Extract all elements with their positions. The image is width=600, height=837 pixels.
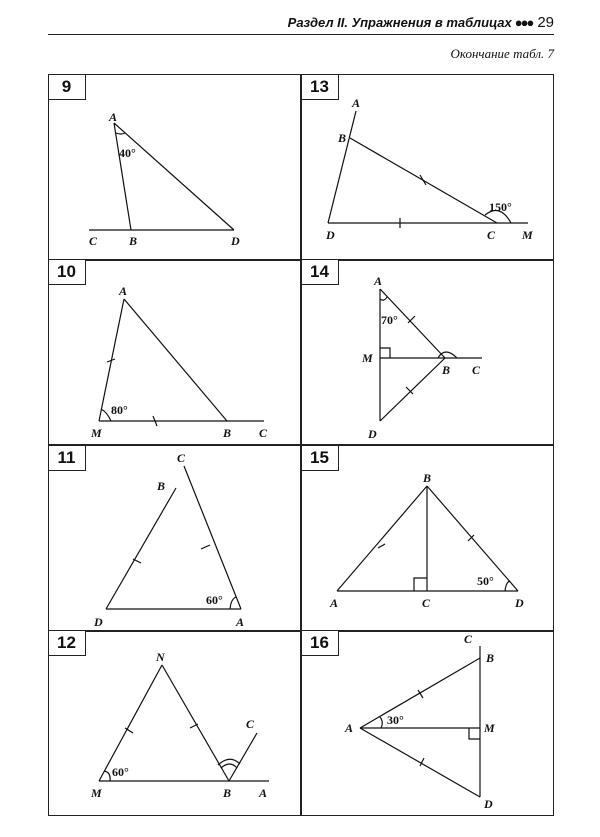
angle-label: 60°	[112, 764, 129, 779]
figure-16	[302, 632, 555, 818]
figure-15	[302, 446, 555, 632]
figure-12	[49, 632, 302, 818]
exercise-number: 9	[48, 74, 86, 100]
label-m: M	[362, 350, 373, 365]
label-b: B	[223, 785, 232, 800]
label-c: C	[464, 631, 473, 646]
exercise-cell-13	[301, 74, 554, 260]
label-m: M	[91, 785, 102, 800]
angle-arc	[380, 717, 382, 728]
page-number: 29	[537, 14, 554, 31]
label-a: A	[352, 96, 361, 110]
segment-ab	[114, 123, 131, 230]
angle-arc	[116, 133, 125, 134]
exercise-cell-15	[301, 445, 554, 631]
label-b: B	[486, 650, 495, 665]
exercise-number: 16	[301, 630, 339, 656]
segment-db	[106, 488, 176, 609]
figure-14	[302, 261, 555, 447]
label-b: B	[442, 362, 451, 377]
tick-mark	[201, 545, 210, 549]
figure-9	[49, 75, 302, 261]
segment-ab	[124, 299, 227, 421]
label-a: A	[330, 596, 339, 610]
exercise-cell-14	[301, 260, 554, 446]
label-c: C	[246, 716, 255, 731]
label-d: D	[484, 796, 493, 811]
label-a: A	[345, 720, 354, 735]
label-c: C	[472, 362, 481, 377]
label-d: D	[368, 426, 377, 441]
exercise-number: 12	[48, 630, 86, 656]
label-m: M	[522, 228, 533, 242]
page-header	[48, 8, 554, 35]
exercise-cell-10	[48, 260, 301, 446]
exercise-cell-9	[48, 74, 301, 260]
angle-arc	[505, 581, 510, 591]
segment-ad	[114, 123, 234, 230]
segment-mn	[99, 665, 162, 781]
angle-label: 80°	[111, 402, 128, 417]
label-m: M	[484, 720, 495, 735]
dots-ornament: ●●●	[514, 15, 533, 30]
angle-arc	[104, 771, 110, 781]
segment-bd	[427, 486, 518, 591]
ray-ca	[184, 466, 241, 609]
angle-label: 30°	[387, 712, 404, 727]
angle-arc	[230, 597, 236, 609]
label-c: C	[487, 228, 496, 242]
label-n: N	[156, 649, 165, 664]
label-a: A	[259, 785, 268, 800]
exercise-number: 11	[48, 445, 86, 471]
label-b: B	[423, 471, 432, 485]
figure-13	[302, 75, 555, 261]
label-d: D	[231, 234, 240, 248]
right-angle-mark	[469, 728, 480, 739]
right-angle-mark	[380, 348, 390, 358]
exercise-number: 14	[301, 259, 339, 285]
label-a: A	[236, 615, 245, 629]
label-b: B	[129, 234, 138, 248]
label-a: A	[109, 110, 118, 124]
label-a: A	[374, 273, 383, 288]
section-title: Раздел II. Упражнения в таблицах	[287, 15, 512, 30]
exercise-cell-12	[48, 631, 301, 817]
label-m: M	[91, 425, 102, 440]
segment-ad	[360, 728, 480, 797]
label-d: D	[94, 615, 103, 629]
figure-11	[49, 446, 302, 632]
angle-label: 60°	[206, 593, 223, 607]
label-a: A	[119, 283, 128, 298]
tick-mark	[420, 175, 426, 185]
tick-mark	[378, 544, 385, 548]
ray-bc	[229, 733, 257, 781]
label-b: B	[338, 131, 347, 145]
label-c: C	[422, 596, 431, 610]
segment-db	[380, 358, 445, 421]
exercise-cell-16	[301, 631, 554, 817]
exercise-cell-11	[48, 445, 301, 631]
header-text	[288, 14, 554, 31]
angle-arc	[221, 764, 237, 768]
label-c: C	[177, 451, 186, 465]
right-angle-mark	[414, 578, 427, 591]
angle-label: 150°	[489, 200, 512, 214]
angle-label: 50°	[477, 574, 494, 588]
exercise-number: 10	[48, 259, 86, 285]
exercise-grid	[48, 74, 554, 816]
segment-ab	[337, 486, 427, 591]
label-d: D	[326, 228, 335, 242]
table-subtitle: Окончание табл. 7	[450, 46, 554, 61]
figure-10	[49, 261, 302, 447]
exercise-number: 13	[301, 74, 339, 100]
label-c: C	[89, 234, 98, 248]
angle-label: 40°	[119, 146, 136, 160]
ray-da	[328, 111, 356, 223]
angle-arc	[380, 297, 387, 300]
angle-arc	[101, 409, 111, 421]
label-d: D	[515, 596, 524, 610]
angle-label: 70°	[381, 312, 398, 327]
label-c: C	[259, 425, 268, 440]
exercise-number: 15	[301, 445, 339, 471]
label-b: B	[157, 479, 166, 493]
label-b: B	[223, 425, 232, 440]
